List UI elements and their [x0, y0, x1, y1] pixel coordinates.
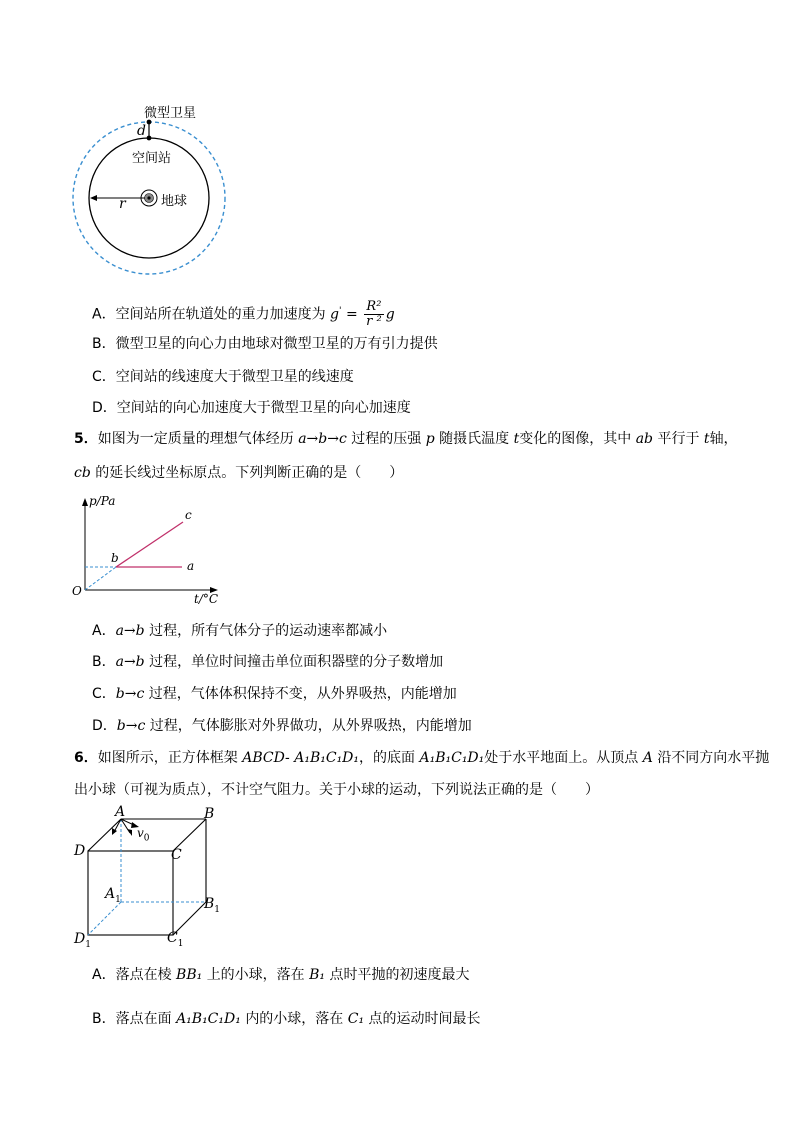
vertex-b1: $B_1$: [204, 896, 221, 915]
q5-stem-line2: cb 的延长线过坐标原点。下列判断正确的是（ ）: [74, 465, 404, 481]
vertex-b: B: [204, 806, 215, 822]
vertex-d: D: [74, 843, 86, 859]
vertex-a1: $A_1$: [105, 886, 121, 905]
q6-stem-line1: 6．如图所示，正方体框架 ABCD- A₁B₁C₁D₁，的底面 A₁B₁C₁D₁处于水平地面上。从顶点 A 沿不同方向水平抛: [74, 750, 770, 766]
r-label: r: [119, 196, 126, 212]
q6-option-b: B．落点在面 A₁B₁C₁D₁ 内的小球，落在 C₁ 点的运动时间最长: [92, 1011, 481, 1027]
y-axis-label: p/Pa: [89, 494, 116, 508]
vertex-a: A: [115, 804, 126, 820]
station-label: 空间站: [132, 151, 172, 166]
earth-label: 地球: [161, 194, 188, 209]
point-a-label: a: [187, 559, 195, 573]
q4-option-b: B．微型卫星的向心力由地球对微型卫星的万有引力提供: [92, 336, 438, 352]
vertex-c: C: [171, 847, 182, 863]
x-axis-label: t/°C: [194, 592, 219, 606]
satellite-label: 微型卫星: [144, 106, 197, 121]
vertex-c1: $C_1$: [167, 930, 184, 949]
q6-option-a: A．落点在棱 BB₁ 上的小球，落在 B₁ 点时平抛的初速度最大: [92, 967, 470, 983]
q4-option-a: A．空间站所在轨道处的重力加速度为 g' = $\frac{\text{R²}}{\text{r ²}}$ g: [92, 299, 395, 329]
q5-option-c: C．b→c 过程，气体体积保持不变，从外界吸热，内能增加: [92, 686, 457, 702]
point-b-label: b: [111, 551, 119, 565]
velocity-label: $v_0$: [137, 826, 150, 844]
vertex-d1: $D_1$: [74, 931, 91, 950]
q5-option-b: B．a→b 过程，单位时间撞击单位面积器壁的分子数增加: [92, 654, 444, 670]
origin-label: O: [72, 584, 82, 598]
q5-stem-line1: 5．如图为一定质量的理想气体经历 a→b→c 过程的压强 p 随摄氏温度 t变化的图像，其中 ab 平行于 t轴，: [74, 431, 738, 447]
q6-stem-line2: 出小球（可视为质点），不计空气阻力。关于小球的运动，下列说法正确的是（ ）: [74, 782, 599, 798]
d-label: d: [137, 123, 146, 139]
q4-option-d: D．空间站的向心加速度大于微型卫星的向心加速度: [92, 400, 411, 416]
point-c-label: c: [185, 508, 192, 522]
q5-option-a: A．a→b 过程，所有气体分子的运动速率都减小: [92, 623, 388, 639]
q5-option-d: D．b→c 过程，气体膨胀对外界做功，从外界吸热，内能增加: [92, 718, 472, 734]
q4-option-c: C．空间站的线速度大于微型卫星的线速度: [92, 369, 354, 385]
